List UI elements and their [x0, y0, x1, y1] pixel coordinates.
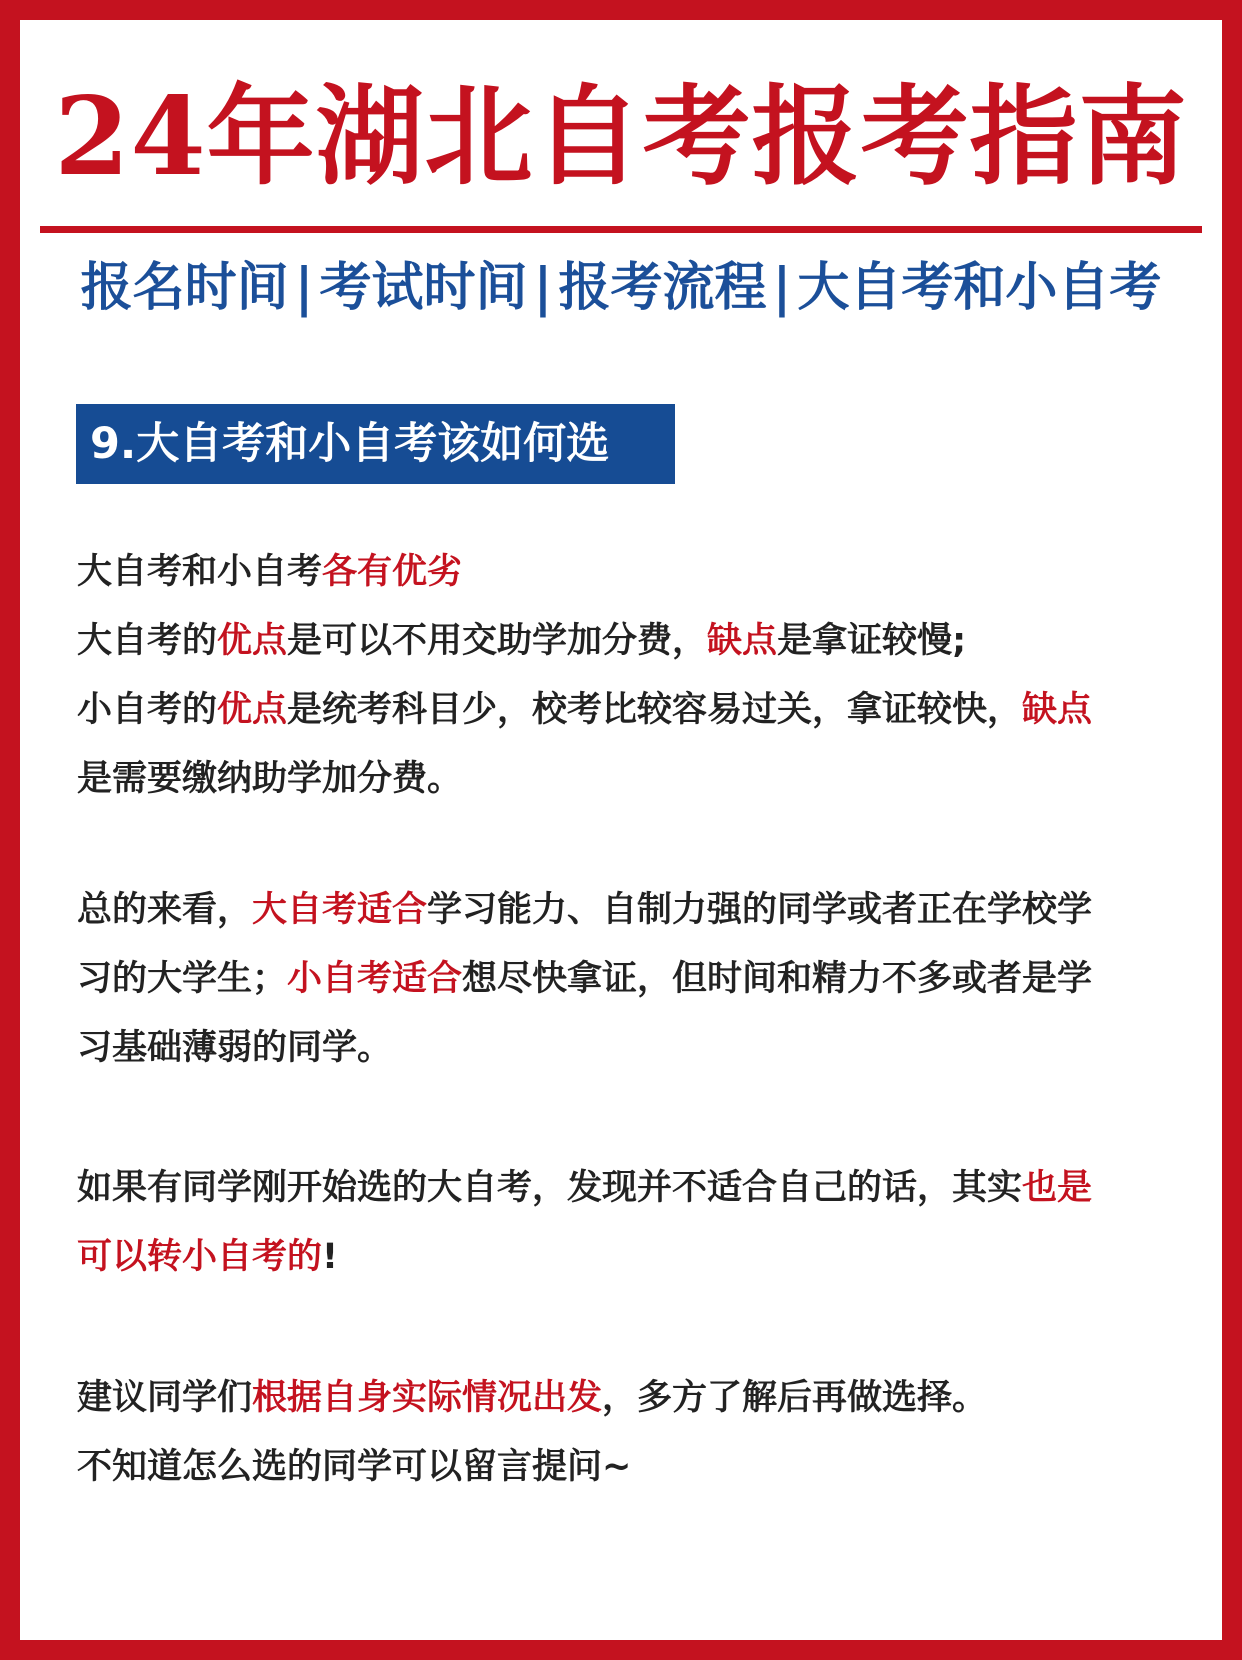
highlight-span: 优点	[217, 690, 288, 730]
highlight-span: 优点	[217, 621, 288, 661]
text-span: 建议同学们	[77, 1378, 253, 1418]
paragraph-summary	[77, 876, 1177, 1083]
page-title: 24年湖北自考报考指南	[54, 74, 1188, 200]
text-span: 小自考的	[77, 690, 218, 730]
text-line	[77, 676, 1177, 745]
highlight-span: 缺点	[707, 621, 778, 661]
text-span: 大自考和小自考	[77, 552, 323, 592]
nav-item-process: 报考流程	[558, 257, 767, 318]
paragraph-pros-cons	[77, 538, 1177, 814]
highlight-span: 各有优劣	[322, 552, 463, 592]
highlight-span: 缺点	[1022, 690, 1093, 730]
text-line: 是需要缴纳助学加分费。	[77, 759, 463, 799]
text-span: 想尽快拿证，但时间和精力不多或者是学	[462, 959, 1093, 999]
subtitle-nav	[20, 252, 1222, 324]
text-span: ，多方了解后再做选择。	[602, 1378, 988, 1418]
text-span: 习的大学生；	[77, 959, 288, 999]
text-span: 大自考的	[77, 621, 218, 661]
text-line	[77, 1364, 1177, 1433]
text-line	[77, 945, 1177, 1014]
text-span: 是统考科目少，校考比较容易过关，拿证较快，	[287, 690, 1023, 730]
text-line	[77, 1223, 1177, 1292]
text-span: !	[322, 1237, 338, 1277]
text-line: 不知道怎么选的同学可以留言提问~	[77, 1447, 632, 1487]
highlight-span: 也是	[1022, 1168, 1093, 1208]
text-span: 总的来看，	[77, 890, 253, 930]
paragraph-advice	[77, 1364, 1177, 1502]
text-span: 是拿证较慢;	[777, 621, 967, 661]
nav-item-exam-time: 考试时间	[319, 257, 528, 318]
highlight-span: 大自考适合	[252, 890, 428, 930]
text-span: 如果有同学刚开始选的大自考，发现并不适合自己的话，其实	[77, 1168, 1023, 1208]
text-line: 习基础薄弱的同学。	[77, 1028, 393, 1068]
highlight-span: 小自考适合	[287, 959, 463, 999]
text-line	[77, 876, 1177, 945]
paragraph-switch	[77, 1154, 1177, 1292]
highlight-span: 根据自身实际情况出发	[252, 1378, 603, 1418]
nav-separator: |	[533, 257, 553, 318]
text-line	[77, 538, 1177, 607]
nav-item-registration-time: 报名时间	[80, 257, 289, 318]
title-divider	[40, 226, 1202, 233]
text-span: 是可以不用交助学加分费，	[287, 621, 708, 661]
nav-item-big-small-exam: 大自考和小自考	[797, 257, 1162, 318]
nav-separator: |	[294, 257, 314, 318]
text-line	[77, 1154, 1177, 1223]
highlight-span: 可以转小自考的	[77, 1237, 323, 1277]
text-line	[77, 607, 1177, 676]
text-span: 学习能力、自制力强的同学或者正在学校学	[427, 890, 1093, 930]
section-heading-badge: 9.大自考和小自考该如何选	[76, 404, 675, 484]
nav-separator: |	[772, 257, 792, 318]
